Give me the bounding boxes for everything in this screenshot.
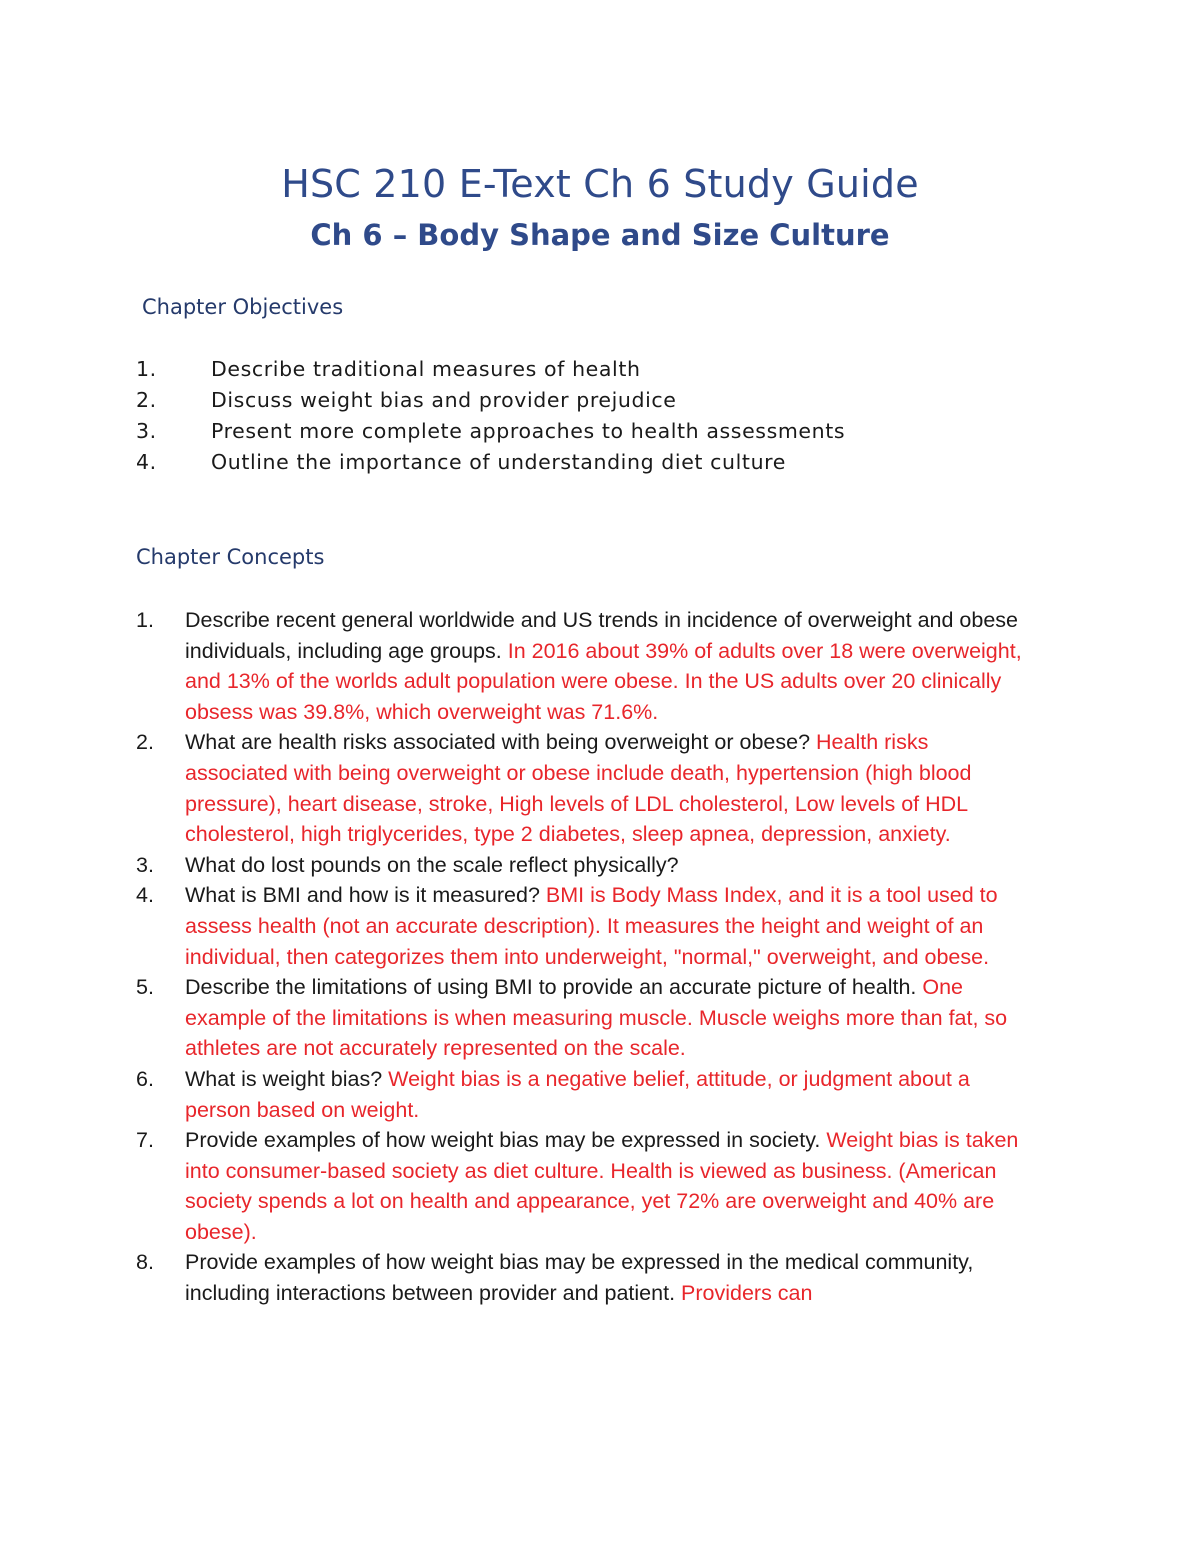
objectives-heading: Chapter Objectives: [142, 295, 344, 319]
objective-number: 3.: [136, 419, 157, 443]
objective-text: Present more complete approaches to health assessments: [211, 419, 846, 443]
concept-item: [136, 1247, 1036, 1308]
concept-question: Describe the limitations of using BMI to provide an accurate picture of health.: [185, 975, 917, 1000]
concept-number: 3.: [136, 852, 154, 877]
document-subtitle: Ch 6 – Body Shape and Size Culture: [310, 218, 890, 252]
concept-item: [136, 972, 1036, 1064]
objective-number: 4.: [136, 450, 157, 474]
concept-number: 2.: [136, 730, 154, 755]
document-title: HSC 210 E-Text Ch 6 Study Guide: [281, 162, 919, 206]
concept-item: [136, 1125, 1036, 1247]
concept-item: [136, 1064, 1036, 1125]
objective-text: Discuss weight bias and provider prejudice: [211, 388, 677, 412]
concept-question: What is BMI and how is it measured?: [185, 883, 540, 908]
concept-answer: Providers can: [675, 1281, 813, 1306]
concept-item: [136, 880, 1036, 972]
concept-number: 6.: [136, 1066, 154, 1091]
objectives-list: [136, 354, 845, 478]
objective-text: Outline the importance of understanding diet culture: [211, 450, 786, 474]
objective-item: [136, 354, 845, 385]
concepts-heading: Chapter Concepts: [136, 545, 325, 569]
concept-answer: BMI is Body Mass Index, and it is a tool used to assess health (not an accurate description). It measures the height and weight of an individual, then categorizes them into underweight, "normal," overweight, and obese.: [185, 883, 998, 969]
concept-number: 4.: [136, 883, 154, 908]
concepts-list: [136, 605, 1036, 1309]
concept-answer: Weight bias is taken into consumer-based society as diet culture. Health is viewed as business. (American society spends a lot on health and appearance, yet 72% are overweight and 40% are obese).: [185, 1128, 1019, 1244]
concept-item: [136, 727, 1036, 849]
concept-number: 7.: [136, 1128, 154, 1153]
concept-item: [136, 850, 1036, 881]
concept-question: Describe recent general worldwide and US trends in incidence of overweight and obese individuals, including age groups.: [185, 608, 1019, 663]
objective-item: [136, 385, 845, 416]
concept-answer: Weight bias is a negative belief, attitude, or judgment about a person based on weight.: [185, 1066, 970, 1122]
concept-answer: One example of the limitations is when measuring muscle. Muscle weighs more than fat, so athletes are not accurately represented on the scale.: [185, 975, 1008, 1061]
objective-number: 1.: [136, 357, 157, 381]
objective-number: 2.: [136, 388, 157, 412]
concept-question: What are health risks associated with being overweight or obese?: [185, 730, 811, 755]
concept-question: What do lost pounds on the scale reflect physically?: [185, 852, 679, 877]
objective-item: [136, 416, 845, 447]
concept-answer: In 2016 about 39% of adults over 18 were overweight, and 13% of the worlds adult population were obese. In the US adults over 20 clinically obsess was 39.8%, which overweight was 71.6%.: [185, 638, 1022, 724]
concept-question: What is weight bias?: [185, 1066, 383, 1091]
objective-text: Describe traditional measures of health: [211, 357, 641, 381]
concept-question: Provide examples of how weight bias may be expressed in the medical community, including interactions between provider and patient.: [185, 1250, 974, 1306]
concept-number: 1.: [136, 608, 154, 632]
concept-answer: Health risks associated with being overweight or obese include death, hypertension (high blood pressure), heart disease, stroke, High levels of LDL cholesterol, Low levels of HDL cholesterol, high triglycerides, type 2 diabetes, sleep apnea, depression, anxiety.: [185, 730, 972, 847]
concept-number: 8.: [136, 1250, 154, 1275]
concept-number: 5.: [136, 975, 154, 1000]
concept-question: Provide examples of how weight bias may be expressed in society.: [185, 1128, 821, 1153]
concept-item: [136, 605, 1036, 727]
objective-item: [136, 447, 845, 478]
